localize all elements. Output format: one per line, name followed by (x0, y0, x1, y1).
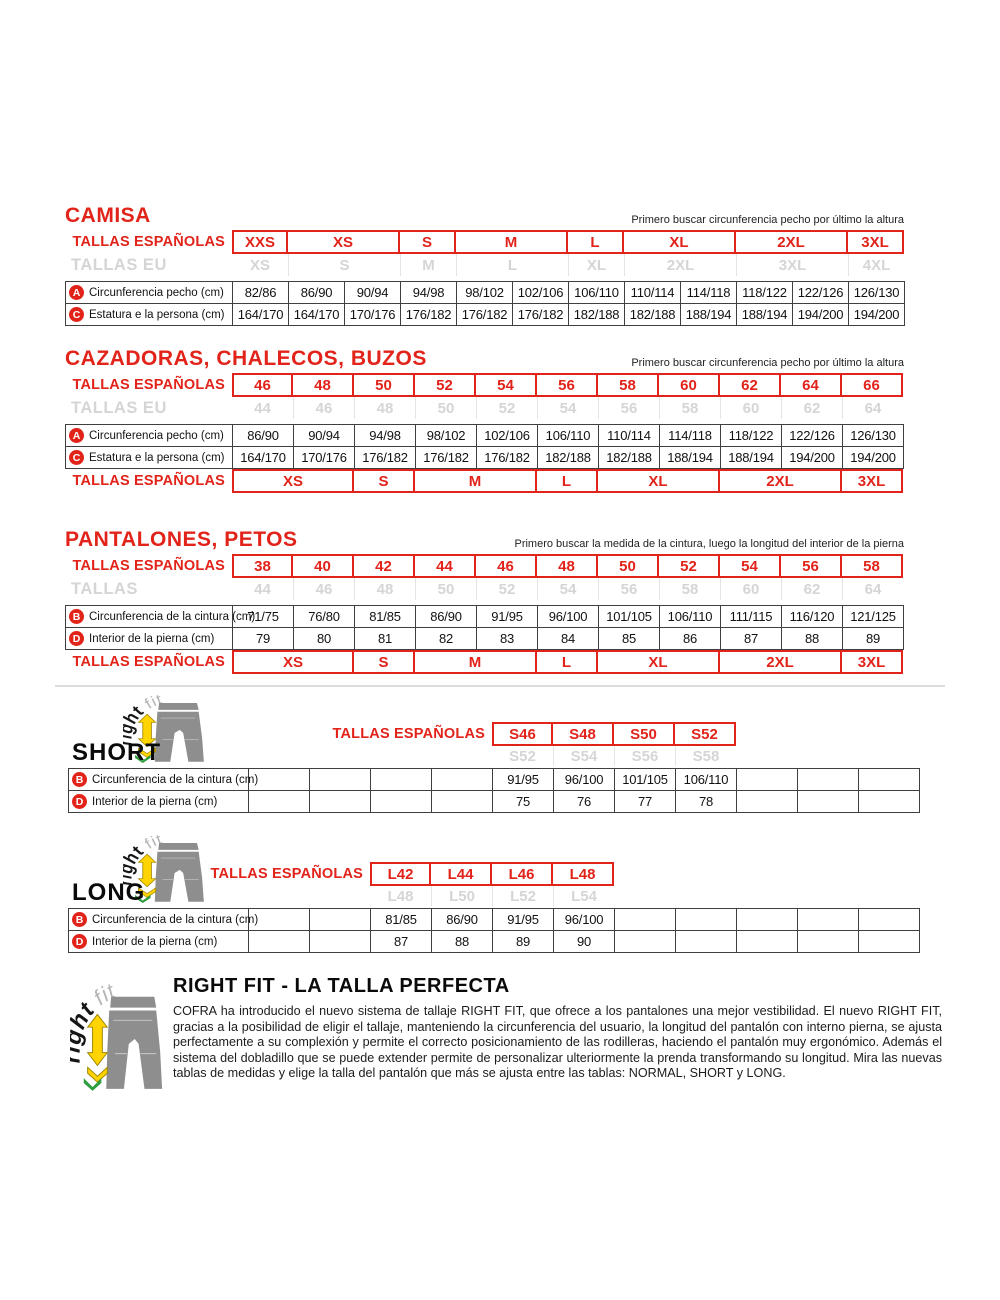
size-cell: 60 (657, 373, 720, 397)
value-cell (249, 909, 310, 931)
rightfit-heading: RIGHT FIT - LA TALLA PERFECTA (173, 975, 510, 997)
size-cell: 42 (352, 554, 415, 578)
size-cell: 44 (413, 554, 476, 578)
value-cell (798, 931, 859, 953)
value-cell: 194/200 (849, 304, 905, 326)
value-cell: 111/115 (721, 606, 782, 628)
table-row (66, 425, 904, 447)
size-cell: XL (622, 230, 736, 254)
eu-size-cell: XL (568, 254, 624, 276)
value-cell: 75 (493, 791, 554, 813)
tallas-espanolas-label: TALLAS ESPAÑOLAS (72, 234, 225, 250)
cazadoras-section (65, 346, 904, 493)
value-cell: 182/188 (538, 447, 599, 469)
camisa-eu-sizes-row (65, 254, 904, 276)
value-cell: 88 (782, 628, 843, 650)
eu-size-cell: 54 (537, 578, 598, 600)
eu-size-cell: L52 (492, 886, 553, 906)
size-cell: S48 (551, 722, 614, 746)
size-cell: L42 (370, 862, 431, 886)
value-cell: 188/194 (660, 447, 721, 469)
value-cell: 106/110 (569, 282, 625, 304)
value-cell: 122/126 (782, 425, 843, 447)
size-cell: L (566, 230, 624, 254)
value-cell: 81 (355, 628, 416, 650)
value-cell: 176/182 (355, 447, 416, 469)
size-cell: 3XL (846, 230, 904, 254)
size-cell: 3XL (840, 469, 903, 493)
size-cell: 48 (535, 554, 598, 578)
row-label-text: Estatura e la persona (cm) (89, 308, 225, 321)
value-cell: 85 (599, 628, 660, 650)
table-row (69, 769, 920, 791)
eu-size-cell: 62 (781, 397, 842, 419)
row-letter-badge: B (72, 772, 87, 787)
size-cell: S (352, 650, 415, 674)
value-cell (310, 769, 371, 791)
size-cell: L (535, 469, 598, 493)
size-cell: 40 (291, 554, 354, 578)
value-cell: 114/118 (660, 425, 721, 447)
rightfit-paragraph: COFRA ha introducido el nuevo sistema de tallaje RIGHT FIT, que ofrece a los pantalones una mejor vestibilidad. El nuevo RIGHT FIT, gracias a la posibilidad de eligir el tallaje, manteniendo la circunferencia del usuario, la longitud del pantalón con interno pierna, se ajusta perfectamente a su complexión y permite el correcto posicionamiento de las rodilleras, haciendo el pantalón muy ergonómico. Además el sistema del dobladillo que se puede extender permite de personalizar ulteriormente la prenda transformando su longitud. Mira las nuevas tablas de medidas y elige la talla del pantalón que más se ajusta entre las tablas: NORMAL, SHORT y LONG. (173, 1004, 942, 1081)
eu-size-cell: 58 (659, 578, 720, 600)
table-row (66, 304, 905, 326)
value-cell: 87 (721, 628, 782, 650)
eu-size-cell: S52 (509, 747, 536, 765)
value-cell: 170/176 (345, 304, 401, 326)
size-cell: XXS (232, 230, 288, 254)
size-cell: M (413, 650, 537, 674)
row-letter-badge: D (72, 794, 87, 809)
eu-size-cell: 56 (598, 397, 659, 419)
eu-size-cell: 64 (842, 397, 903, 419)
value-cell: 110/114 (599, 425, 660, 447)
eu-size-cell: 48 (354, 397, 415, 419)
value-cell (371, 769, 432, 791)
size-cell: 58 (596, 373, 659, 397)
value-cell: 86/90 (233, 425, 294, 447)
rightfit-section (70, 975, 942, 1082)
size-cell: XS (232, 469, 354, 493)
long-section (68, 835, 920, 953)
value-cell: 88 (432, 931, 493, 953)
value-cell (737, 909, 798, 931)
row-label (66, 447, 233, 469)
value-cell: 87 (371, 931, 432, 953)
value-cell (615, 931, 676, 953)
value-cell (676, 931, 737, 953)
size-cell: 48 (291, 373, 354, 397)
tallas-label: TALLAS (71, 579, 138, 598)
table-row (69, 931, 920, 953)
value-cell (310, 791, 371, 813)
value-cell: 86/90 (416, 606, 477, 628)
camisa-title: CAMISA (65, 204, 151, 227)
cazadoras-measurements (65, 424, 904, 469)
value-cell: 182/188 (625, 304, 681, 326)
value-cell: 102/106 (477, 425, 538, 447)
value-cell (249, 769, 310, 791)
tallas-espanolas-label: TALLAS ESPAÑOLAS (72, 377, 225, 393)
pantalones-note: Primero buscar la medida de la cintura, luego la longitud del interior de la pierna (514, 538, 904, 550)
eu-size-cell: 60 (720, 578, 781, 600)
cazadoras-intl-sizes-row (65, 469, 904, 493)
size-cell: L44 (429, 862, 492, 886)
value-cell: 90/94 (294, 425, 355, 447)
eu-size-cell: 52 (476, 397, 537, 419)
table-row (66, 282, 905, 304)
value-cell: 176/182 (457, 304, 513, 326)
value-cell (737, 769, 798, 791)
long-title: LONG (72, 879, 146, 906)
value-cell (432, 791, 493, 813)
value-cell: 106/110 (676, 769, 737, 791)
size-cell: 56 (535, 373, 598, 397)
eu-size-cell: 4XL (848, 254, 904, 276)
size-cell: L48 (551, 862, 614, 886)
value-cell: 77 (615, 791, 676, 813)
pantalones-section (65, 527, 904, 674)
value-cell (737, 931, 798, 953)
value-cell: 176/182 (477, 447, 538, 469)
size-cell: 52 (413, 373, 476, 397)
size-cell: L46 (490, 862, 553, 886)
value-cell: 176/182 (416, 447, 477, 469)
pantalones-intl-sizes-row (65, 650, 904, 674)
size-cell: L (535, 650, 598, 674)
eu-size-cell: XS (249, 256, 270, 274)
size-cell: 46 (474, 554, 537, 578)
tallas-espanolas-label: TALLAS ESPAÑOLAS (210, 866, 363, 882)
row-label (69, 931, 249, 953)
size-cell: 3XL (840, 650, 903, 674)
value-cell: 182/188 (569, 304, 625, 326)
short-section (68, 695, 920, 813)
value-cell: 76 (554, 791, 615, 813)
size-cell: 46 (232, 373, 293, 397)
row-label (66, 606, 256, 628)
tallas-espanolas-label: TALLAS ESPAÑOLAS (72, 654, 225, 670)
value-cell: 71/75 (233, 606, 294, 628)
table-row (69, 909, 920, 931)
eu-size-cell: 50 (415, 397, 476, 419)
value-cell (310, 909, 371, 931)
tallas-espanolas-label: TALLAS ESPAÑOLAS (332, 726, 485, 742)
table-row (69, 791, 920, 813)
eu-size-cell: S56 (614, 746, 675, 766)
value-cell (859, 909, 920, 931)
value-cell (859, 769, 920, 791)
value-cell: 188/194 (737, 304, 793, 326)
table-row (66, 628, 904, 650)
value-cell: 91/95 (477, 606, 538, 628)
value-cell: 194/200 (793, 304, 849, 326)
long-measurements (68, 908, 920, 953)
pantalones-spanish-sizes-row (65, 554, 904, 578)
size-cell: 58 (840, 554, 903, 578)
size-cell: 54 (474, 373, 537, 397)
camisa-section (65, 203, 904, 326)
value-cell (798, 769, 859, 791)
value-cell: 81/85 (371, 909, 432, 931)
value-cell: 90 (554, 931, 615, 953)
row-label (69, 791, 249, 813)
value-cell: 98/102 (457, 282, 513, 304)
row-label-text: Interior de la pierna (cm) (92, 795, 218, 808)
value-cell (859, 931, 920, 953)
value-cell: 182/188 (599, 447, 660, 469)
tallas-espanolas-label: TALLAS ESPAÑOLAS (72, 473, 225, 489)
value-cell: 194/200 (782, 447, 843, 469)
value-cell: 126/130 (849, 282, 905, 304)
eu-size-cell: L50 (431, 886, 492, 906)
eu-size-cell: 62 (781, 578, 842, 600)
tallas-eu-label: TALLAS EU (71, 398, 167, 417)
row-label-text: Circunferencia pecho (cm) (89, 429, 224, 442)
value-cell: 126/130 (843, 425, 904, 447)
value-cell: 188/194 (721, 447, 782, 469)
row-label (66, 425, 233, 447)
value-cell: 121/125 (843, 606, 904, 628)
eu-size-cell: 60 (720, 397, 781, 419)
value-cell: 96/100 (538, 606, 599, 628)
row-letter-badge: B (69, 609, 84, 624)
size-cell: S46 (492, 722, 553, 746)
size-cell: 52 (657, 554, 720, 578)
value-cell: 176/182 (401, 304, 457, 326)
pantalones-eu-sizes-row (65, 578, 904, 600)
value-cell (676, 909, 737, 931)
size-cell: S52 (673, 722, 736, 746)
value-cell: 101/105 (599, 606, 660, 628)
eu-size-cell: S (288, 254, 400, 276)
eu-size-cell: 58 (659, 397, 720, 419)
value-cell (798, 791, 859, 813)
size-cell: 56 (779, 554, 842, 578)
value-cell (432, 769, 493, 791)
value-cell (371, 791, 432, 813)
value-cell: 82/86 (233, 282, 289, 304)
size-cell: 2XL (718, 650, 842, 674)
value-cell: 188/194 (681, 304, 737, 326)
value-cell: 83 (477, 628, 538, 650)
section-divider (55, 685, 945, 687)
table-row (66, 606, 904, 628)
value-cell (859, 791, 920, 813)
size-cell: 2XL (718, 469, 842, 493)
eu-size-cell: 3XL (736, 254, 848, 276)
tallas-espanolas-label: TALLAS ESPAÑOLAS (72, 558, 225, 574)
eu-size-cell: 44 (254, 399, 271, 417)
eu-size-cell: L48 (387, 887, 414, 905)
row-letter-badge: C (69, 450, 84, 465)
eu-size-cell: 48 (354, 578, 415, 600)
size-cell: 62 (718, 373, 781, 397)
value-cell (737, 791, 798, 813)
value-cell: 96/100 (554, 909, 615, 931)
value-cell: 164/170 (233, 304, 289, 326)
value-cell: 118/122 (721, 425, 782, 447)
eu-size-cell: 44 (254, 580, 271, 598)
row-label-text: Circunferencia de la cintura (cm) (89, 610, 256, 623)
short-title: SHORT (72, 739, 161, 766)
camisa-note: Primero buscar circunferencia pecho por último la altura (631, 214, 904, 226)
value-cell: 94/98 (355, 425, 416, 447)
value-cell: 194/200 (843, 447, 904, 469)
row-letter-badge: B (72, 912, 87, 927)
size-cell: 2XL (734, 230, 848, 254)
eu-size-cell: 54 (537, 397, 598, 419)
value-cell: 82 (416, 628, 477, 650)
value-cell: 110/114 (625, 282, 681, 304)
row-letter-badge: A (69, 285, 84, 300)
size-cell: M (413, 469, 537, 493)
value-cell: 76/80 (294, 606, 355, 628)
size-cell: S (398, 230, 456, 254)
value-cell: 116/120 (782, 606, 843, 628)
value-cell: 164/170 (233, 447, 294, 469)
value-cell: 164/170 (289, 304, 345, 326)
row-label-text: Interior de la pierna (cm) (92, 935, 218, 948)
table-row (66, 447, 904, 469)
value-cell: 84 (538, 628, 599, 650)
value-cell: 86/90 (432, 909, 493, 931)
size-cell: M (454, 230, 568, 254)
eu-size-cell: 56 (598, 578, 659, 600)
size-cell: 66 (840, 373, 903, 397)
value-cell: 114/118 (681, 282, 737, 304)
value-cell: 91/95 (493, 909, 554, 931)
value-cell: 86 (660, 628, 721, 650)
eu-size-cell: L (456, 254, 568, 276)
row-label-text: Interior de la pierna (cm) (89, 632, 215, 645)
row-label (66, 304, 233, 326)
short-measurements (68, 768, 920, 813)
value-cell: 96/100 (554, 769, 615, 791)
value-cell: 176/182 (513, 304, 569, 326)
cazadoras-spanish-sizes-row (65, 373, 904, 397)
cazadoras-note: Primero buscar circunferencia pecho por último la altura (631, 357, 904, 369)
row-letter-badge: D (69, 631, 84, 646)
camisa-spanish-sizes-row (65, 230, 904, 254)
size-cell: XS (286, 230, 400, 254)
value-cell: 122/126 (793, 282, 849, 304)
pantalones-measurements (65, 605, 904, 650)
row-letter-badge: D (72, 934, 87, 949)
value-cell: 86/90 (289, 282, 345, 304)
size-cell: 38 (232, 554, 293, 578)
value-cell: 90/94 (345, 282, 401, 304)
value-cell: 102/106 (513, 282, 569, 304)
value-cell (310, 931, 371, 953)
value-cell: 78 (676, 791, 737, 813)
value-cell: 98/102 (416, 425, 477, 447)
size-cell: S (352, 469, 415, 493)
size-cell: 50 (596, 554, 659, 578)
pantalones-title: PANTALONES, PETOS (65, 528, 298, 551)
value-cell: 94/98 (401, 282, 457, 304)
row-label (66, 282, 233, 304)
value-cell (249, 791, 310, 813)
value-cell: 101/105 (615, 769, 676, 791)
value-cell: 91/95 (493, 769, 554, 791)
row-label-text: Estatura e la persona (cm) (89, 451, 225, 464)
row-label-text: Circunferencia de la cintura (cm) (92, 913, 259, 926)
value-cell: 89 (843, 628, 904, 650)
value-cell (798, 909, 859, 931)
value-cell: 106/110 (660, 606, 721, 628)
eu-size-cell: M (400, 254, 456, 276)
size-cell: XL (596, 650, 720, 674)
value-cell: 81/85 (355, 606, 416, 628)
value-cell (249, 931, 310, 953)
row-letter-badge: A (69, 428, 84, 443)
value-cell (615, 909, 676, 931)
camisa-measurements (65, 281, 905, 326)
value-cell: 170/176 (294, 447, 355, 469)
size-cell: S50 (612, 722, 675, 746)
value-cell: 118/122 (737, 282, 793, 304)
size-cell: 50 (352, 373, 415, 397)
eu-size-cell: 64 (842, 578, 903, 600)
eu-size-cell: S58 (675, 746, 736, 766)
size-cell: 64 (779, 373, 842, 397)
row-letter-badge: C (69, 307, 84, 322)
size-cell: XS (232, 650, 354, 674)
row-label-text: Circunferencia de la cintura (cm) (92, 773, 259, 786)
eu-size-cell: 46 (293, 578, 354, 600)
cazadoras-eu-sizes-row (65, 397, 904, 419)
size-cell: XL (596, 469, 720, 493)
row-label (69, 769, 259, 791)
row-label (66, 628, 233, 650)
value-cell: 106/110 (538, 425, 599, 447)
row-label (69, 909, 259, 931)
eu-size-cell: 46 (293, 397, 354, 419)
eu-size-cell: L54 (553, 886, 614, 906)
eu-size-cell: 52 (476, 578, 537, 600)
value-cell: 89 (493, 931, 554, 953)
size-cell: 54 (718, 554, 781, 578)
eu-size-cell: S54 (553, 746, 614, 766)
value-cell: 80 (294, 628, 355, 650)
row-label-text: Circunferencia pecho (cm) (89, 286, 224, 299)
rightfit-logo (70, 981, 168, 1091)
eu-size-cell: 50 (415, 578, 476, 600)
value-cell: 79 (233, 628, 294, 650)
cazadoras-title: CAZADORAS, CHALECOS, BUZOS (65, 347, 427, 370)
tallas-eu-label: TALLAS EU (71, 255, 167, 274)
eu-size-cell: 2XL (624, 254, 736, 276)
